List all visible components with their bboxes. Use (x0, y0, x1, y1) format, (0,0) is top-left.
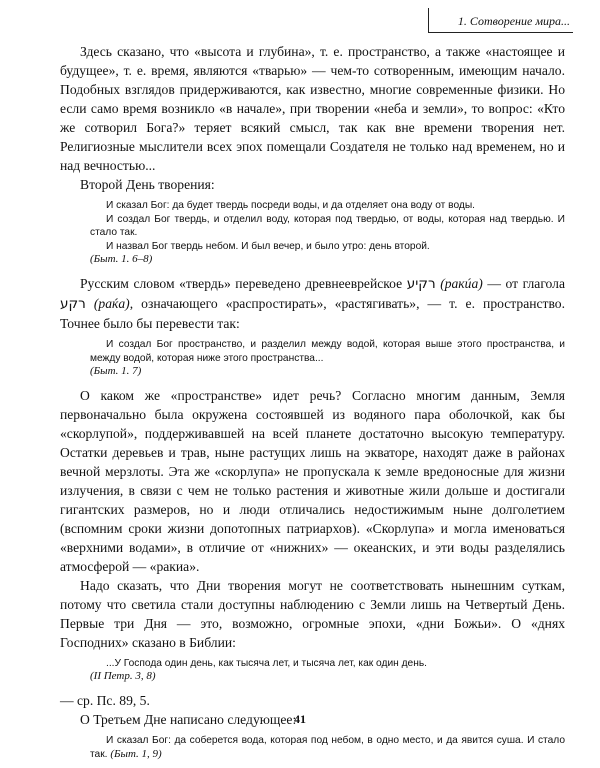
quote-1-line-3: И назвал Бог твердь небом. И был вечер, и было утро: день второй. (106, 240, 430, 252)
page-body (60, 42, 565, 768)
transliteration-rakia: (ракúа) (440, 275, 483, 291)
scripture-quote-2 (90, 338, 565, 379)
running-header: 1. Сотворение мира... (457, 14, 570, 28)
paragraph-1: Здесь сказано, что «высота и глубина», т. е. пространство, а также «настоящее и будущее», т. е. время, являются «тварью» — чем-то сотворенным, имеющим начало. Подобных взглядов придерживаются, как известно, многие современные физики. Но если само время возникло «в начале», при творении «неба и земли», то вопрос: «Кто же сотворил Бога?» теряет всякий смысл, так как вне времени творения нет. Религиозные мыслители всех эпох помещали Создателя не только над временем, но и над вечностью... (60, 44, 565, 173)
quote-4-line-1 (90, 734, 565, 761)
transliteration-raka: (раќа) (93, 295, 130, 311)
p3-text-a: Русским словом «твердь» переведено древнееврейское (80, 275, 407, 291)
p3-text-e: , означающего «распростирать», «растягивать», — т. е. пространство. Точнее было бы перевести так: (60, 295, 565, 331)
header-vertical-rule (428, 8, 429, 32)
quote-1-reference: (Быт. 1. 6–8) (90, 253, 153, 266)
scripture-quote-4 (90, 734, 565, 761)
quote-1-line-1: И сказал Бог: да будет твердь посреди воды, и да отделяет она воду от воды. (106, 200, 476, 211)
scripture-quote-3 (90, 657, 565, 684)
quote-4-text: И сказал Бог: да соберется вода, которая под небом, в одно место, и да явится суша. И стало так. (90, 734, 565, 760)
scripture-quote-1 (90, 199, 565, 267)
quote-1-line-2: И создал Бог твердь, и отделил воду, которая под твердью, от воды, которая над твердью. И стало так. (90, 213, 565, 239)
paragraph-second-day: Второй День творения: (80, 177, 215, 192)
hebrew-word-rakia: רקיע (406, 275, 436, 292)
quote-3-reference: (II Петр. 3, 8) (90, 670, 156, 683)
paragraph-firmament (60, 274, 565, 333)
quote-3-line-1: ...У Господа один день, как тысяча лет, и тысяча лет, как один день. (106, 657, 427, 669)
page-number: 41 (294, 712, 306, 726)
p3-space-2 (86, 296, 94, 311)
paragraph-third-day: О Третьем Дне написано следующее: (80, 711, 297, 727)
header-rule (428, 32, 573, 33)
quote-2-line-1: И создал Бог пространство, и разделил между водой, которая выше этого пространства, и между водой, которая ниже этого пространства... (90, 338, 565, 364)
hebrew-word-raka: רקע (60, 295, 86, 312)
paragraph-days: Надо сказать, что Дни творения могут не соответствовать нынешним суткам, потому что светила стали доступны наблюдению с Земли лишь на Четвертый День. Первые три Дня — это, возможно, огромные эпохи, «дни Божьи». О «днях Господних» сказано в Библии: (60, 577, 565, 650)
paragraph-space: О каком же «пространстве» идет речь? Согласно многим данным, Земля первоначально была окружена состоявшей из водяного пара оболочкой, как бы «скорлупой», поддерживавшей на всей планете достаточно высокую температуру. Остатки деревьев и трав, ныне растущих лишь на экваторе, находят даже в районах вечной мерзлоты. Эта же «скорлупа» не пропускала к земле вредоносные для жизни излучения, в связи с чем не только растения и животные жили дольше и достигали гигантских размеров, но и люди отличались недостижимым ныне долголетием (вспомним сроки жизни допотопных патриархов). «Скорлупа» и могла именоваться «верхними водами», в отличие от «нижних» — океанских, и эти воды разделялись атмосферой — «ракиа». (60, 387, 565, 574)
p3-text-c: — от глагола (482, 275, 565, 291)
quote-2-reference: (Быт. 1. 7) (90, 365, 142, 378)
paragraph-cross-reference: — ср. Пс. 89, 5. (60, 692, 150, 708)
quote-4-reference: (Быт. 1, 9) (110, 747, 162, 760)
